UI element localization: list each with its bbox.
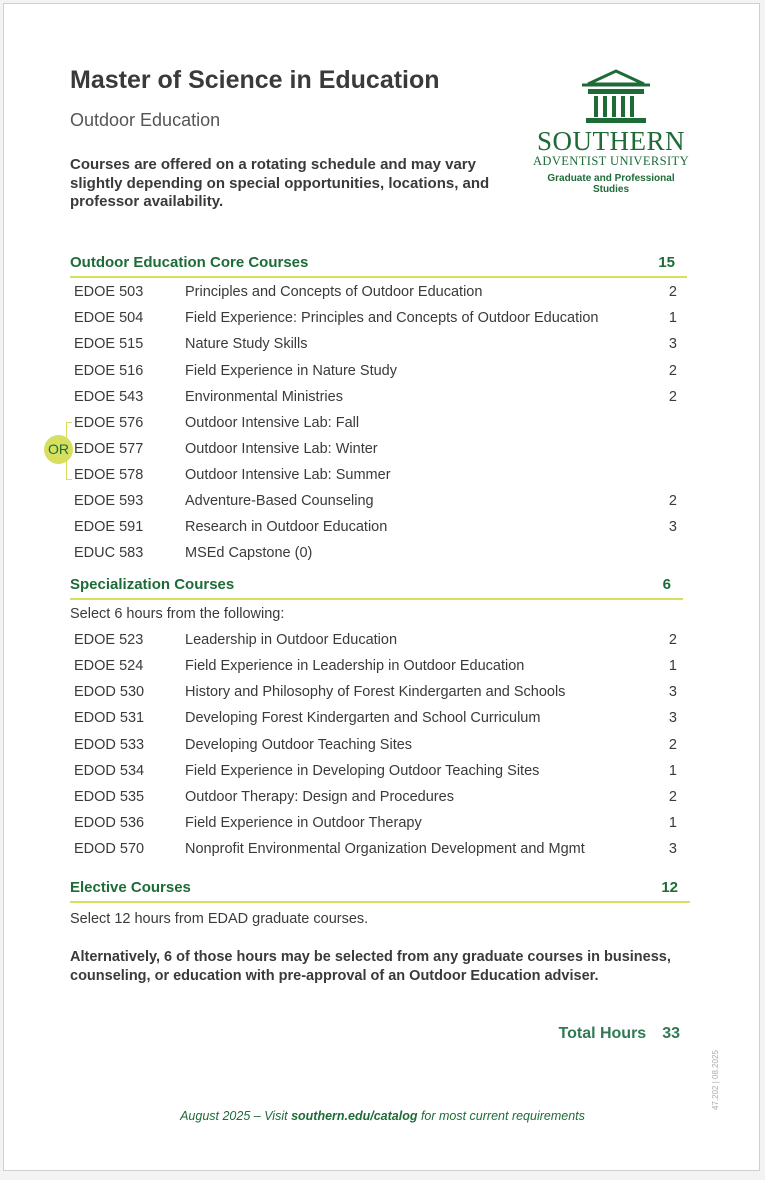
course-code: EDOD 531 [74, 710, 145, 726]
course-code: EDOD 535 [74, 789, 145, 805]
elective-section-header [70, 879, 690, 903]
course-row [74, 415, 680, 435]
course-hours: 1 [668, 763, 677, 779]
footer-note [0, 1109, 765, 1123]
course-hours: 2 [668, 363, 677, 379]
course-row [74, 815, 680, 835]
course-name: Research in Outdoor Education [185, 519, 388, 535]
course-hours: 2 [668, 493, 677, 509]
specialization-section-header [70, 576, 683, 600]
course-hours: 3 [668, 841, 677, 857]
course-name: Leadership in Outdoor Education [185, 632, 398, 648]
course-row [74, 467, 680, 487]
course-name: Principles and Concepts of Outdoor Education [185, 284, 483, 300]
course-hours: 3 [668, 336, 677, 352]
course-code: EDOD 534 [74, 763, 145, 779]
total-hours-label: Total Hours [558, 1025, 647, 1042]
course-hours: 2 [668, 789, 677, 805]
course-code: EDOE 576 [74, 415, 144, 431]
course-row [74, 284, 680, 304]
or-badge: OR [44, 435, 73, 464]
building-icon [530, 66, 692, 126]
course-name: Nonprofit Environmental Organization Development and Mgmt [185, 841, 585, 857]
course-row [74, 441, 680, 461]
course-name: Outdoor Therapy: Design and Procedures [185, 789, 454, 805]
elective-section-title: Elective Courses [70, 879, 191, 896]
course-code: EDOE 591 [74, 519, 144, 535]
university-logo [530, 66, 692, 195]
course-row [74, 545, 680, 565]
total-hours-value: 33 [662, 1025, 680, 1042]
course-code: EDOE 524 [74, 658, 144, 674]
course-code: EDOE 577 [74, 441, 144, 457]
course-name: Adventure-Based Counseling [185, 493, 374, 509]
course-row [74, 737, 680, 757]
course-name: Field Experience: Principles and Concepts of Outdoor Education [185, 310, 599, 326]
footer-prefix: August 2025 – Visit [180, 1109, 292, 1123]
course-code: EDOE 515 [74, 336, 144, 352]
course-code: EDOD 530 [74, 684, 145, 700]
course-name: MSEd Capstone (0) [185, 545, 313, 561]
course-code: EDOE 516 [74, 363, 144, 379]
total-hours [500, 1025, 680, 1043]
course-row [74, 493, 680, 513]
course-name: Outdoor Intensive Lab: Winter [185, 441, 378, 457]
course-name: Field Experience in Nature Study [185, 363, 397, 379]
course-code: EDOE 593 [74, 493, 144, 509]
elective-note: Select 12 hours from EDAD graduate courses. [70, 911, 369, 927]
logo-division: Graduate and Professional Studies [547, 173, 675, 195]
core-section-title: Outdoor Education Core Courses [70, 254, 309, 271]
page-subtitle: Outdoor Education [70, 110, 221, 130]
document-id: 47.202 | 08.2025 [711, 1050, 720, 1110]
core-section-hours: 15 [658, 254, 675, 271]
course-row [74, 519, 680, 539]
course-hours: 3 [668, 710, 677, 726]
course-row [74, 789, 680, 809]
core-section-header [70, 254, 687, 278]
course-hours: 2 [668, 737, 677, 753]
course-row [74, 841, 680, 861]
course-row [74, 684, 680, 704]
course-row [74, 658, 680, 678]
footer-suffix: for most current requirements [417, 1109, 585, 1123]
specialization-note: Select 6 hours from the following: [70, 606, 285, 622]
course-code: EDOD 533 [74, 737, 145, 753]
elective-section-hours: 12 [661, 879, 678, 896]
course-row [74, 310, 680, 330]
catalog-link[interactable]: southern.edu/catalog [291, 1109, 418, 1123]
course-hours: 1 [668, 815, 677, 831]
course-name: Field Experience in Developing Outdoor Teaching Sites [185, 763, 540, 779]
course-hours: 2 [668, 632, 677, 648]
course-code: EDOE 543 [74, 389, 144, 405]
course-hours: 3 [668, 684, 677, 700]
course-hours: 2 [668, 284, 677, 300]
course-code: EDOE 503 [74, 284, 144, 300]
course-name: Environmental Ministries [185, 389, 343, 405]
course-name: Outdoor Intensive Lab: Fall [185, 415, 360, 431]
elective-alternative-note: Alternatively, 6 of those hours may be selected from any graduate courses in business, counseling, or education with pre-approval of an Outdoor Education adviser. [70, 949, 671, 984]
logo-name: SOUTHERN [536, 126, 685, 156]
course-hours: 2 [668, 389, 677, 405]
specialization-section-title: Specialization Courses [70, 576, 235, 593]
page-title: Master of Science in Education [70, 66, 440, 94]
course-name: History and Philosophy of Forest Kindergarten and Schools [185, 684, 566, 700]
course-code: EDUC 583 [74, 545, 144, 561]
course-row [74, 389, 680, 409]
course-row [74, 763, 680, 783]
intro-text: Courses are offered on a rotating schedule and may vary slightly depending on special opportunities, locations, and professor availability. [70, 156, 490, 210]
course-code: EDOE 504 [74, 310, 144, 326]
course-name: Field Experience in Leadership in Outdoor Education [185, 658, 525, 674]
course-name: Developing Forest Kindergarten and School Curriculum [185, 710, 541, 726]
course-row [74, 363, 680, 383]
course-name: Field Experience in Outdoor Therapy [185, 815, 422, 831]
course-hours: 1 [668, 310, 677, 326]
course-name: Outdoor Intensive Lab: Summer [185, 467, 391, 483]
course-code: EDOE 523 [74, 632, 144, 648]
course-name: Developing Outdoor Teaching Sites [185, 737, 413, 753]
logo-university: ADVENTIST UNIVERSITY [532, 154, 690, 168]
course-code: EDOD 536 [74, 815, 145, 831]
course-row [74, 336, 680, 356]
course-row [74, 632, 680, 652]
course-row [74, 710, 680, 730]
course-hours: 3 [668, 519, 677, 535]
course-name: Nature Study Skills [185, 336, 308, 352]
specialization-section-hours: 6 [662, 576, 671, 593]
course-code: EDOD 570 [74, 841, 145, 857]
course-hours: 1 [668, 658, 677, 674]
course-code: EDOE 578 [74, 467, 144, 483]
